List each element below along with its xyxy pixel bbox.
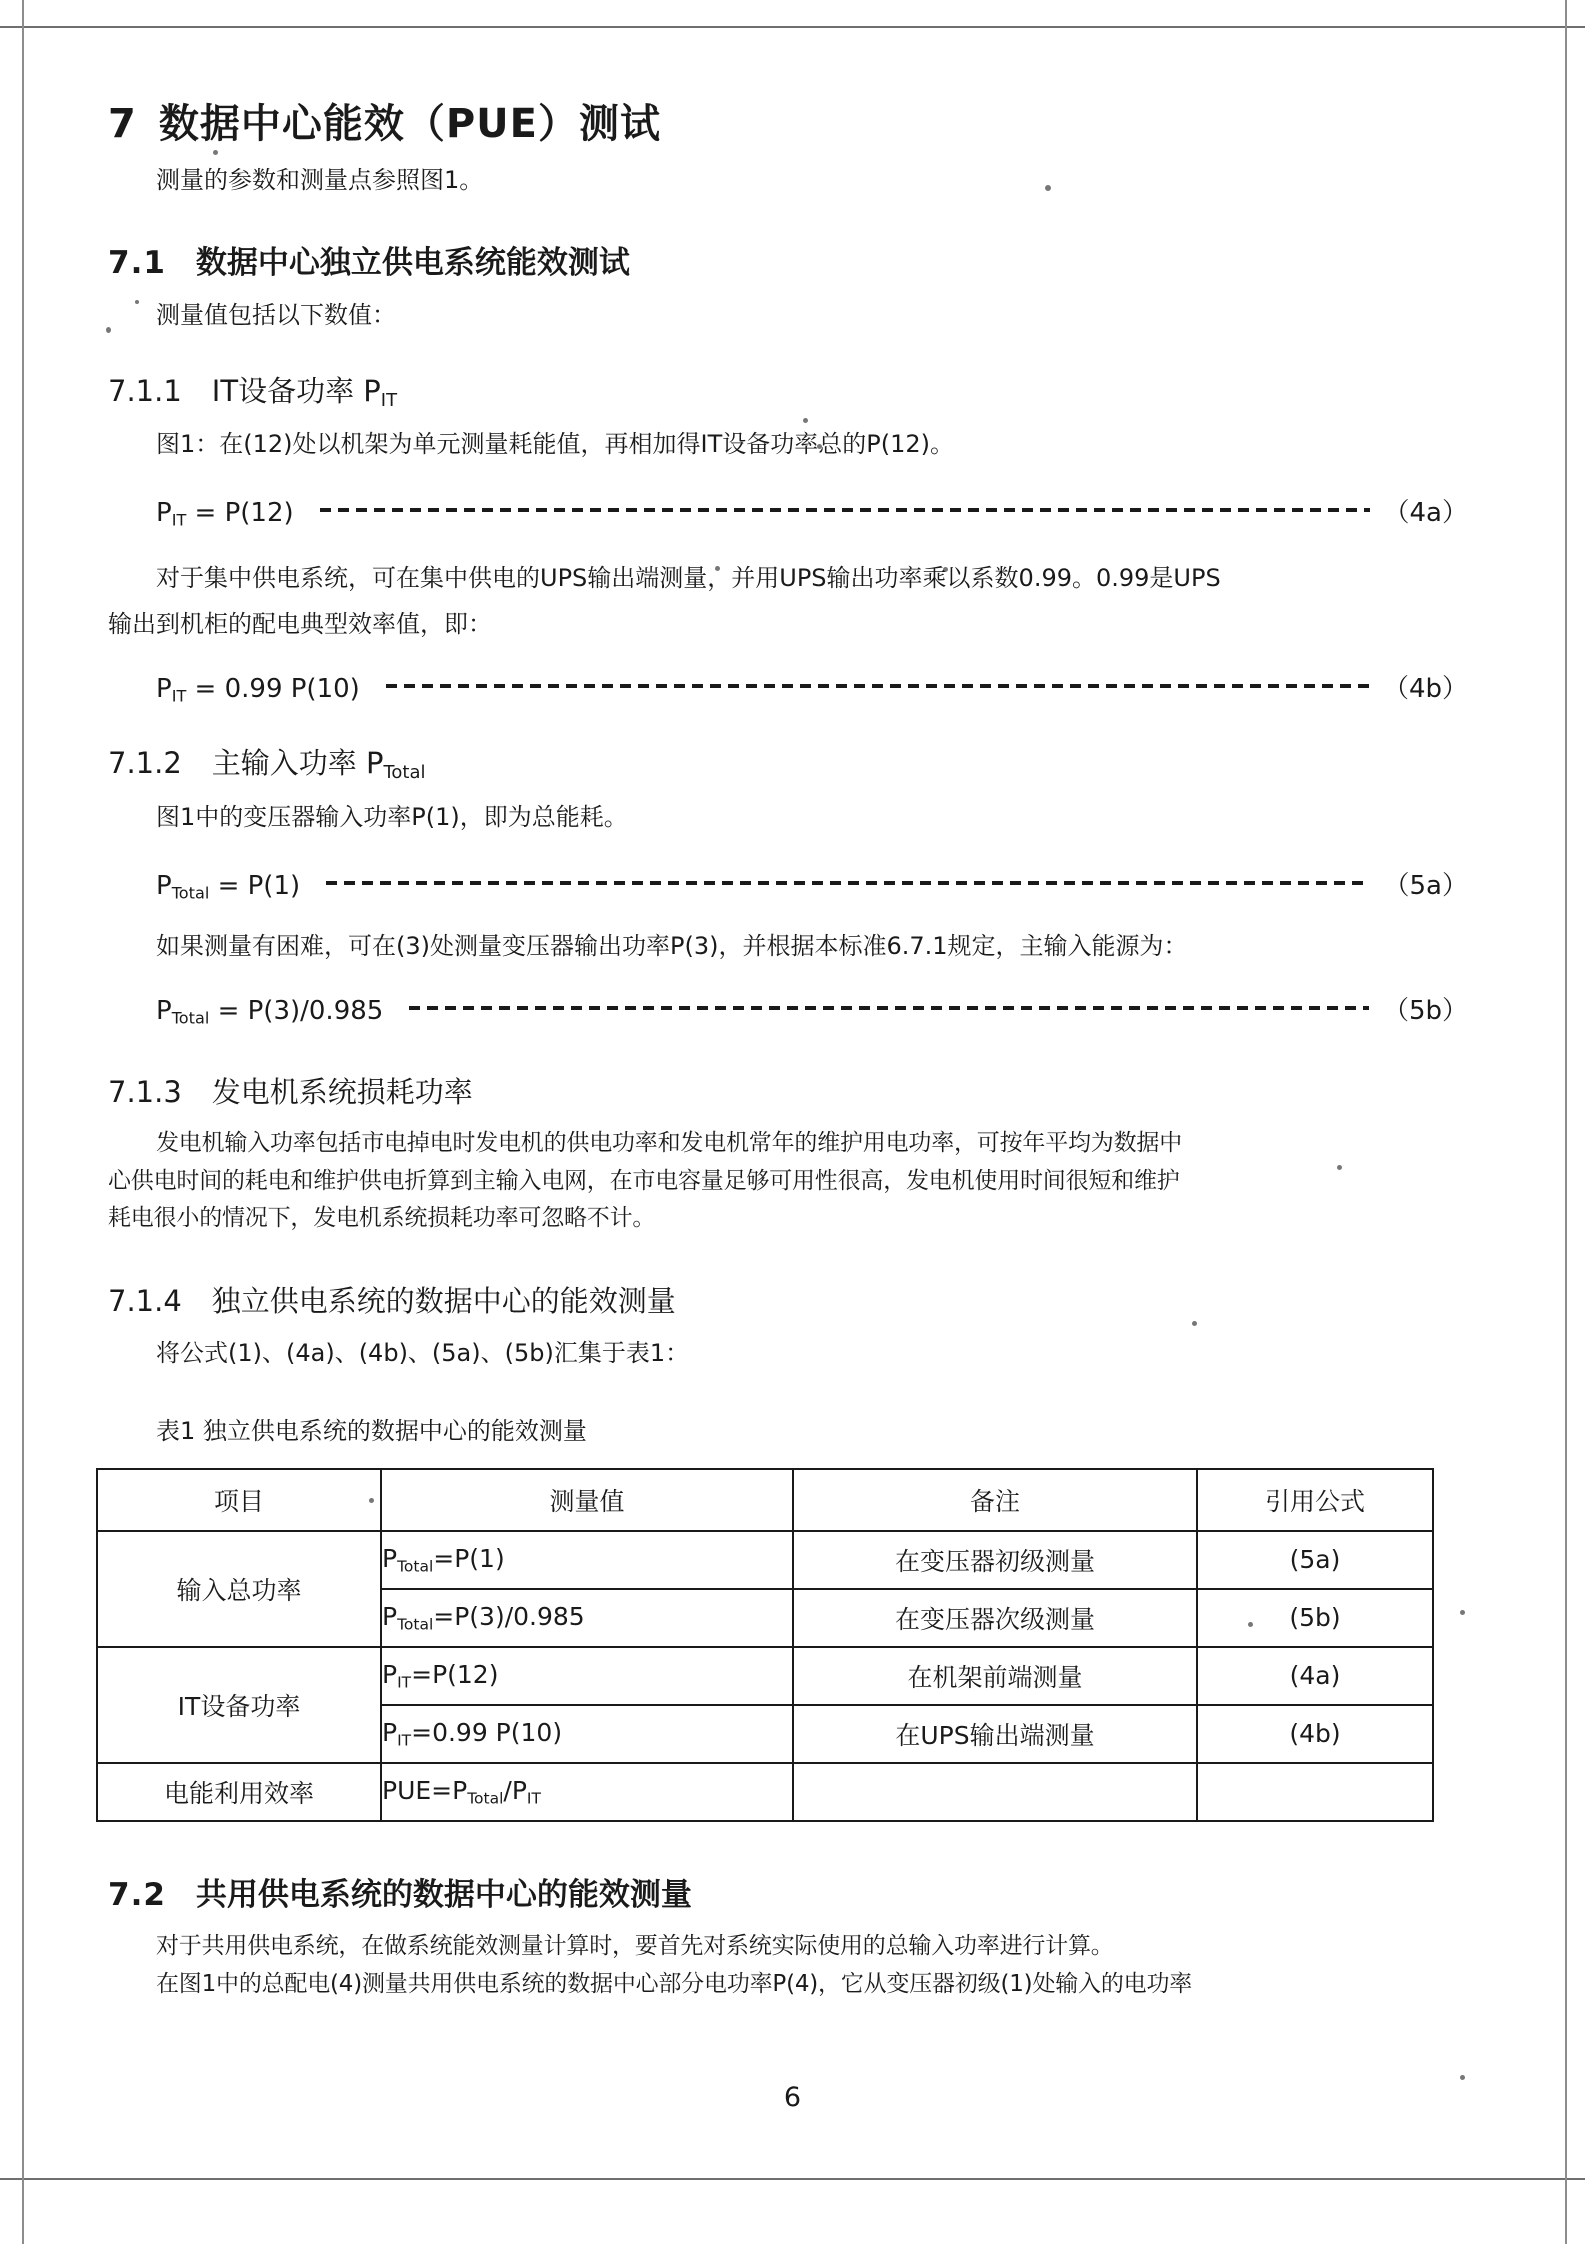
scan-border-bottom: [0, 2178, 1585, 2180]
formula-4a-subscript: IT: [171, 510, 187, 530]
heading-section-7-title: 数据中心能效（PUE）测试: [158, 101, 661, 147]
heading-section-7-1-3-number: 7.1.3: [108, 1074, 182, 1109]
table-row: [97, 1647, 1433, 1705]
heading-section-7-2-title: 共用供电系统的数据中心的能效测量: [195, 1876, 692, 1913]
formula-5a-p: P: [156, 870, 172, 901]
section-7-1-1-paragraph: 图1：在(12)处以机架为单元测量耗能值，再相加得IT设备功率总的P(12)。: [156, 430, 955, 459]
document-body: [108, 100, 1468, 2003]
heading-section-7-1-3: [108, 1074, 1468, 1112]
heading-section-7-2: [108, 1876, 1468, 1915]
formula-4b-subscript: IT: [171, 686, 187, 706]
formula-5b-number: （5b）: [1382, 996, 1468, 1027]
table-row: [97, 1531, 1433, 1589]
table-cell-formula: [1197, 1763, 1433, 1821]
section-7-1-intro: 测量值包括以下数值：: [156, 300, 396, 329]
section-7-1-3-line-1: 发电机输入功率包括市电掉电时发电机的供电功率和发电机常年的维护用电功率，可按年平均为数据中: [156, 1130, 1183, 1157]
table-cell-measurement-p: P: [382, 1602, 398, 1632]
table-cell-measurement-subscript: IT: [397, 1731, 412, 1750]
section-7-intro: 测量的参数和测量点参照图1。: [156, 166, 484, 194]
formula-5b: [156, 990, 1468, 1028]
heading-section-7-1-3-title: 发电机系统损耗功率: [211, 1074, 473, 1109]
formula-5a: [156, 865, 1468, 903]
table-cell-formula: (5b): [1197, 1589, 1433, 1647]
heading-section-7-1-2-title: 主输入功率 P: [211, 746, 384, 781]
table-1: [96, 1468, 1434, 1822]
formula-5a-rest: = P(1): [209, 870, 301, 901]
heading-section-7-1-1-number: 7.1.1: [108, 373, 182, 408]
table-cell-item: IT设备功率: [97, 1647, 381, 1763]
formula-5a-leader: [326, 868, 1369, 894]
section-7-2-line-1: 对于共用供电系统，在做系统能效测量计算时，要首先对系统实际使用的总输入功率进行计算。: [156, 1933, 1114, 1960]
heading-section-7-1-title: 数据中心独立供电系统能效测试: [195, 245, 630, 281]
heading-section-7-1-4-number: 7.1.4: [108, 1284, 182, 1318]
formula-5a-subscript: Total: [171, 883, 210, 903]
table-cell-formula: (5a): [1197, 1531, 1433, 1589]
table-cell-measurement: [381, 1589, 793, 1647]
formula-4b-leader: [386, 671, 1369, 697]
heading-section-7-1-1-subscript: IT: [380, 389, 398, 411]
formula-4b-number: （4b）: [1382, 673, 1468, 704]
table-header-note: 备注: [793, 1469, 1197, 1531]
heading-section-7-1-2: [108, 745, 1468, 784]
formula-4b-p: P: [156, 673, 172, 704]
formula-5a-number: （5a）: [1383, 870, 1468, 901]
table-cell-formula: (4b): [1197, 1705, 1433, 1763]
table-cell-measurement: [381, 1647, 793, 1705]
table-cell-note: 在变压器次级测量: [793, 1589, 1197, 1647]
table-cell-item: 输入总功率: [97, 1531, 381, 1647]
table-header-measurement: 测量值: [381, 1469, 793, 1531]
heading-section-7-1-1: [108, 373, 1468, 412]
formula-5b-p: P: [156, 996, 172, 1027]
formula-4a-leader: [320, 495, 1370, 521]
formula-4a-p: P: [156, 498, 172, 529]
scan-border-right: [1565, 0, 1567, 2244]
section-7-1-3-line-2: 心供电时间的耗电和维护供电折算到主输入电网，在市电容量足够可用性很高，发电机使用时间很短和维护: [108, 1167, 1180, 1194]
table-cell-measurement-prefix: PUE=P: [382, 1776, 468, 1806]
section-7-1-2-paragraph: 图1中的变压器输入功率P(1)，即为总能耗。: [156, 802, 628, 831]
heading-section-7-number: 7: [108, 101, 137, 147]
heading-section-7: [108, 100, 1468, 148]
table-cell-measurement-subscript: Total: [467, 1789, 504, 1808]
table-cell-measurement-subscript-2: IT: [526, 1789, 541, 1808]
formula-4a-number: （4a）: [1383, 498, 1468, 529]
table-cell-measurement-p: P: [382, 1660, 398, 1690]
page-number: 6: [783, 2082, 802, 2113]
heading-section-7-1-4-title: 独立供电系统的数据中心的能效测量: [211, 1284, 676, 1318]
section-7-1-3-line-3: 耗电很小的情况下，发电机系统损耗功率可忽略不计。: [108, 1204, 656, 1231]
formula-5b-expression: [156, 996, 383, 1028]
table-header-formula: 引用公式: [1197, 1469, 1433, 1531]
heading-section-7-1-4: [108, 1283, 1468, 1321]
table-1-caption: 表1 独立供电系统的数据中心的能效测量: [156, 1416, 587, 1445]
formula-4b: [156, 668, 1468, 706]
table-cell-measurement-rest: =0.99 P(10): [411, 1718, 563, 1748]
table-cell-measurement-rest: =P(3)/0.985: [433, 1602, 585, 1632]
table-cell-measurement-mid: /P: [503, 1776, 527, 1806]
table-cell-measurement-p: P: [382, 1718, 398, 1748]
formula-5b-subscript: Total: [171, 1008, 210, 1028]
formula-4a-expression: [156, 498, 294, 530]
formula-5b-leader: [409, 993, 1369, 1019]
table-header-row: [97, 1469, 1433, 1531]
scan-border-left: [22, 0, 24, 2244]
formula-4b-rest: = 0.99 P(10): [186, 673, 360, 704]
table-cell-measurement-subscript: Total: [397, 1557, 434, 1576]
table-cell-measurement: [381, 1763, 793, 1821]
section-7-1-2-paragraph-2: 如果测量有困难，可在(3)处测量变压器输出功率P(3)，并根据本标准6.7.1规定，主输入能源为：: [156, 932, 1188, 961]
heading-section-7-1-1-title: IT设备功率 P: [211, 373, 381, 408]
heading-section-7-1-2-subscript: Total: [383, 762, 426, 784]
formula-4a: [156, 492, 1468, 530]
formula-5b-rest: = P(3)/0.985: [209, 996, 384, 1027]
table-header-item: 项目: [97, 1469, 381, 1531]
table-cell-note: 在变压器初级测量: [793, 1531, 1197, 1589]
scan-border-top: [0, 26, 1585, 28]
formula-4a-rest: = P(12): [186, 498, 294, 529]
section-7-1-4-paragraph: 将公式(1)、(4a)、(4b)、(5a)、(5b)汇集于表1：: [156, 1338, 690, 1367]
table-cell-measurement-subscript: Total: [397, 1615, 434, 1634]
formula-4b-expression: [156, 674, 360, 706]
table-cell-formula: (4a): [1197, 1647, 1433, 1705]
heading-section-7-1: [108, 244, 1468, 283]
section-7-1-1-paragraph-2-line-1: 对于集中供电系统，可在集中供电的UPS输出端测量，并用UPS输出功率乘以系数0.99。0.99是UPS: [156, 563, 1221, 592]
heading-section-7-1-number: 7.1: [108, 245, 166, 281]
section-7-2-line-2: 在图1中的总配电(4)测量共用供电系统的数据中心部分电功率P(4)，它从变压器初级(1)处输入的电功率: [156, 1970, 1193, 1997]
table-cell-item: 电能利用效率: [97, 1763, 381, 1821]
heading-section-7-1-2-number: 7.1.2: [108, 746, 182, 781]
table-cell-measurement-rest: =P(1): [433, 1544, 505, 1574]
heading-section-7-2-number: 7.2: [108, 1876, 166, 1913]
scan-speck: [1460, 2075, 1465, 2080]
table-cell-note: [793, 1763, 1197, 1821]
table-cell-measurement-p: P: [382, 1544, 398, 1574]
table-cell-measurement-rest: =P(12): [411, 1660, 499, 1690]
formula-5a-expression: [156, 871, 300, 903]
table-cell-note: 在UPS输出端测量: [793, 1705, 1197, 1763]
table-cell-measurement: [381, 1705, 793, 1763]
table-cell-note: 在机架前端测量: [793, 1647, 1197, 1705]
section-7-1-1-paragraph-2-line-2: 输出到机柜的配电典型效率值，即：: [108, 609, 492, 638]
table-cell-measurement-subscript: IT: [397, 1673, 412, 1692]
table-cell-measurement: [381, 1531, 793, 1589]
table-row: [97, 1763, 1433, 1821]
